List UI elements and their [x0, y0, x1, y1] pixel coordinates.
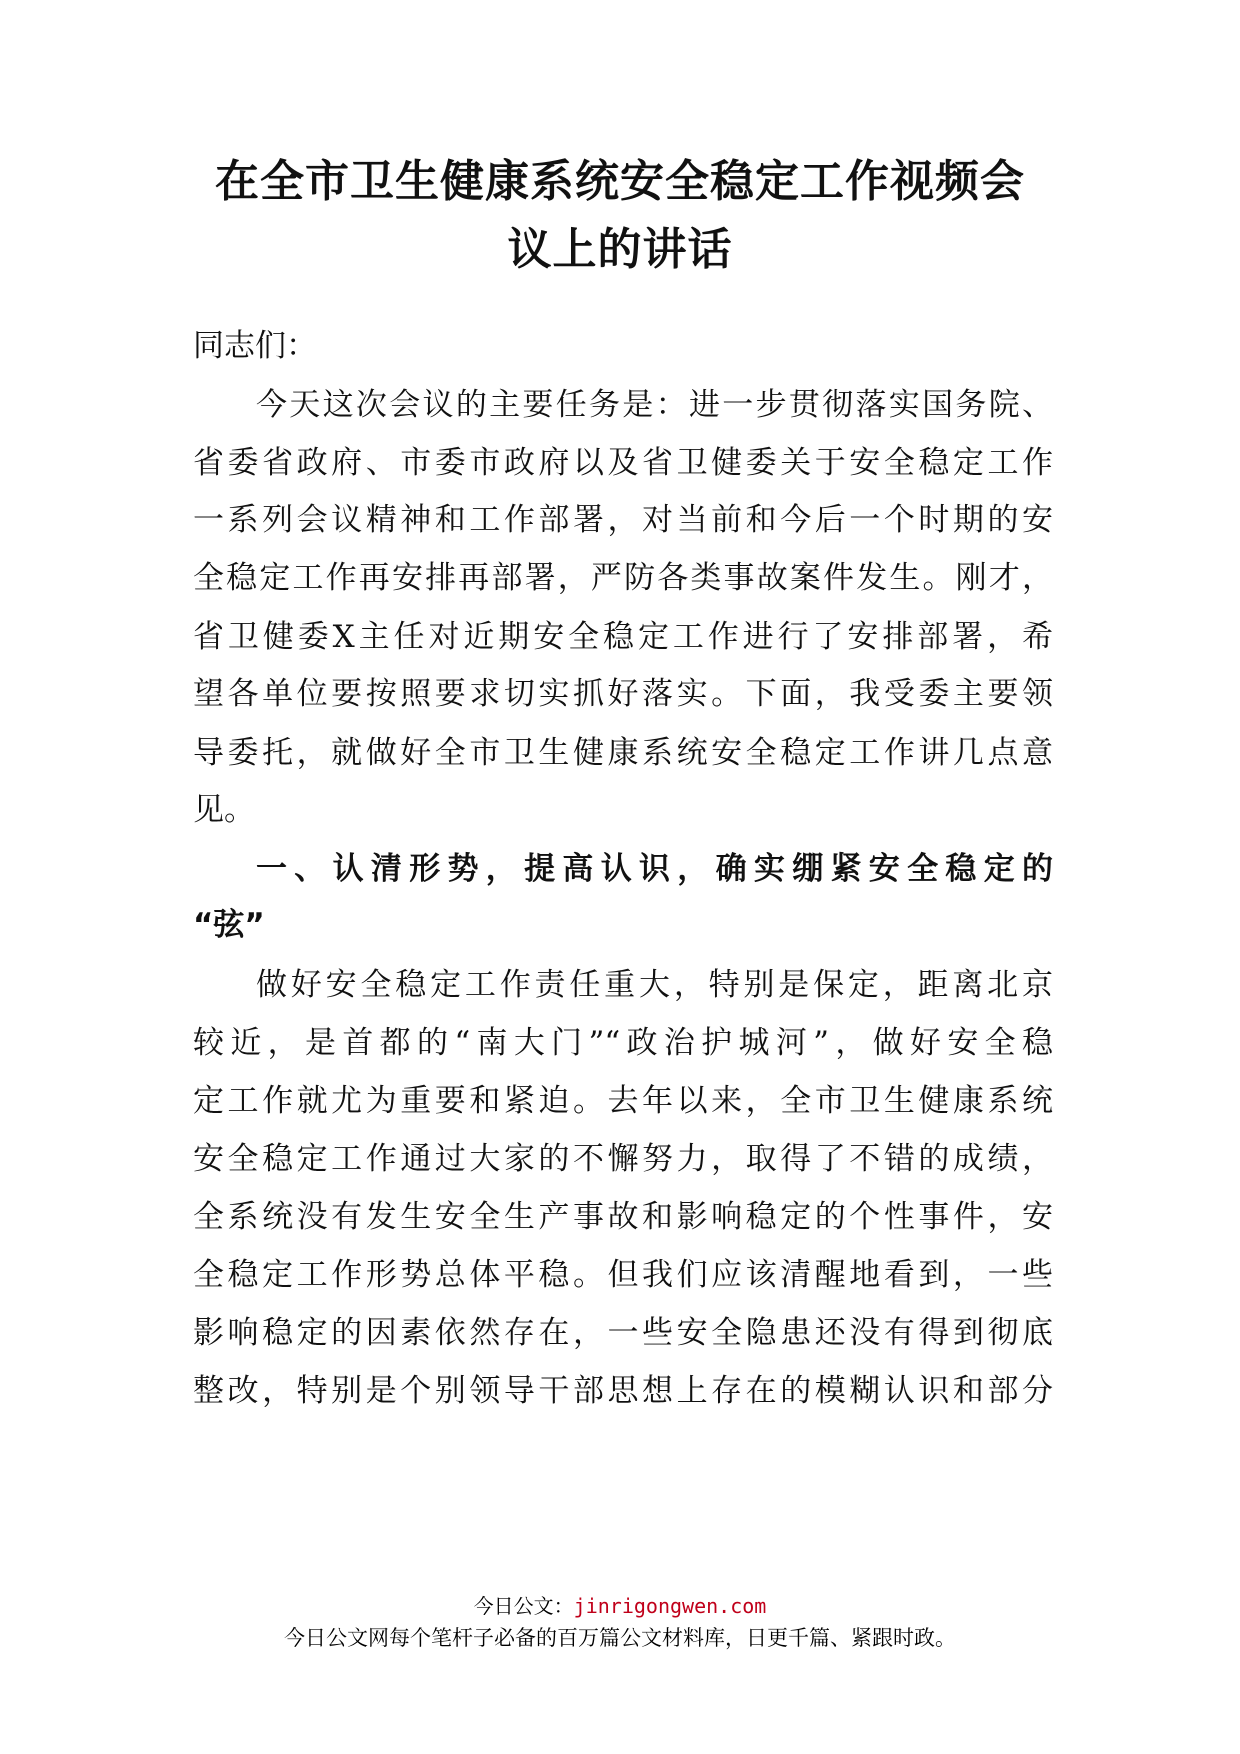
paragraph-1-line: 一系列会议精神和工作部署，对当前和今后一个时期的安: [193, 502, 1053, 538]
paragraph-1-line: 望各单位要按照要求切实抓好落实。下面，我受委主要领: [193, 676, 1053, 712]
footer-site-link[interactable]: jinrigongwen.com: [573, 1594, 767, 1618]
document-title-line-1: 在全市卫生健康系统安全稳定工作视频会: [215, 156, 1025, 207]
paragraph-1-line: 省委省政府、市委市政府以及省卫健委关于安全稳定工作: [193, 445, 1053, 481]
paragraph-2-line: 整改，特别是个别领导干部思想上存在的模糊认识和部分: [193, 1373, 1053, 1409]
section-1-heading-line-2: “弦”: [193, 907, 265, 943]
paragraph-2-line: 安全稳定工作通过大家的不懈努力，取得了不错的成绩，: [193, 1141, 1053, 1177]
footer-label: 今日公文：: [473, 1594, 574, 1618]
salutation: 同志们：: [193, 328, 317, 364]
paragraph-1-line: 导委托，就做好全市卫生健康系统安全稳定工作讲几点意: [193, 735, 1053, 771]
paragraph-1-line: 今天这次会议的主要任务是：进一步贯彻落实国务院、: [256, 387, 1053, 423]
document-title-line-2: 议上的讲话: [507, 224, 733, 275]
paragraph-1-line: 见。: [193, 792, 255, 828]
paragraph-1-line: 省卫健委X主任对近期安全稳定工作进行了安排部署，希: [193, 619, 1053, 655]
footer-slogan: 今日公文网每个笔杆子必备的百万篇公文材料库，日更千篇、紧跟时政。: [284, 1626, 956, 1650]
paragraph-2-line: 全系统没有发生安全生产事故和影响稳定的个性事件，安: [193, 1199, 1053, 1235]
paragraph-2-line: 全稳定工作形势总体平稳。但我们应该清醒地看到，一些: [193, 1257, 1053, 1293]
paragraph-2-line: 较近，是首都的“南大门”“政治护城河”，做好安全稳: [193, 1025, 1053, 1061]
footer-site-line: [0, 1590, 1240, 1619]
section-1-heading-line-1: 一、认清形势，提高认识，确实绷紧安全稳定的: [256, 851, 1053, 887]
paragraph-1-line: 全稳定工作再安排再部署，严防各类事故案件发生。刚才，: [193, 560, 1053, 596]
paragraph-2-line: 定工作就尤为重要和紧迫。去年以来，全市卫生健康系统: [193, 1083, 1053, 1119]
paragraph-2-line: 影响稳定的因素依然存在，一些安全隐患还没有得到彻底: [193, 1315, 1053, 1351]
paragraph-2-line: 做好安全稳定工作责任重大，特别是保定，距离北京: [256, 967, 1053, 1003]
